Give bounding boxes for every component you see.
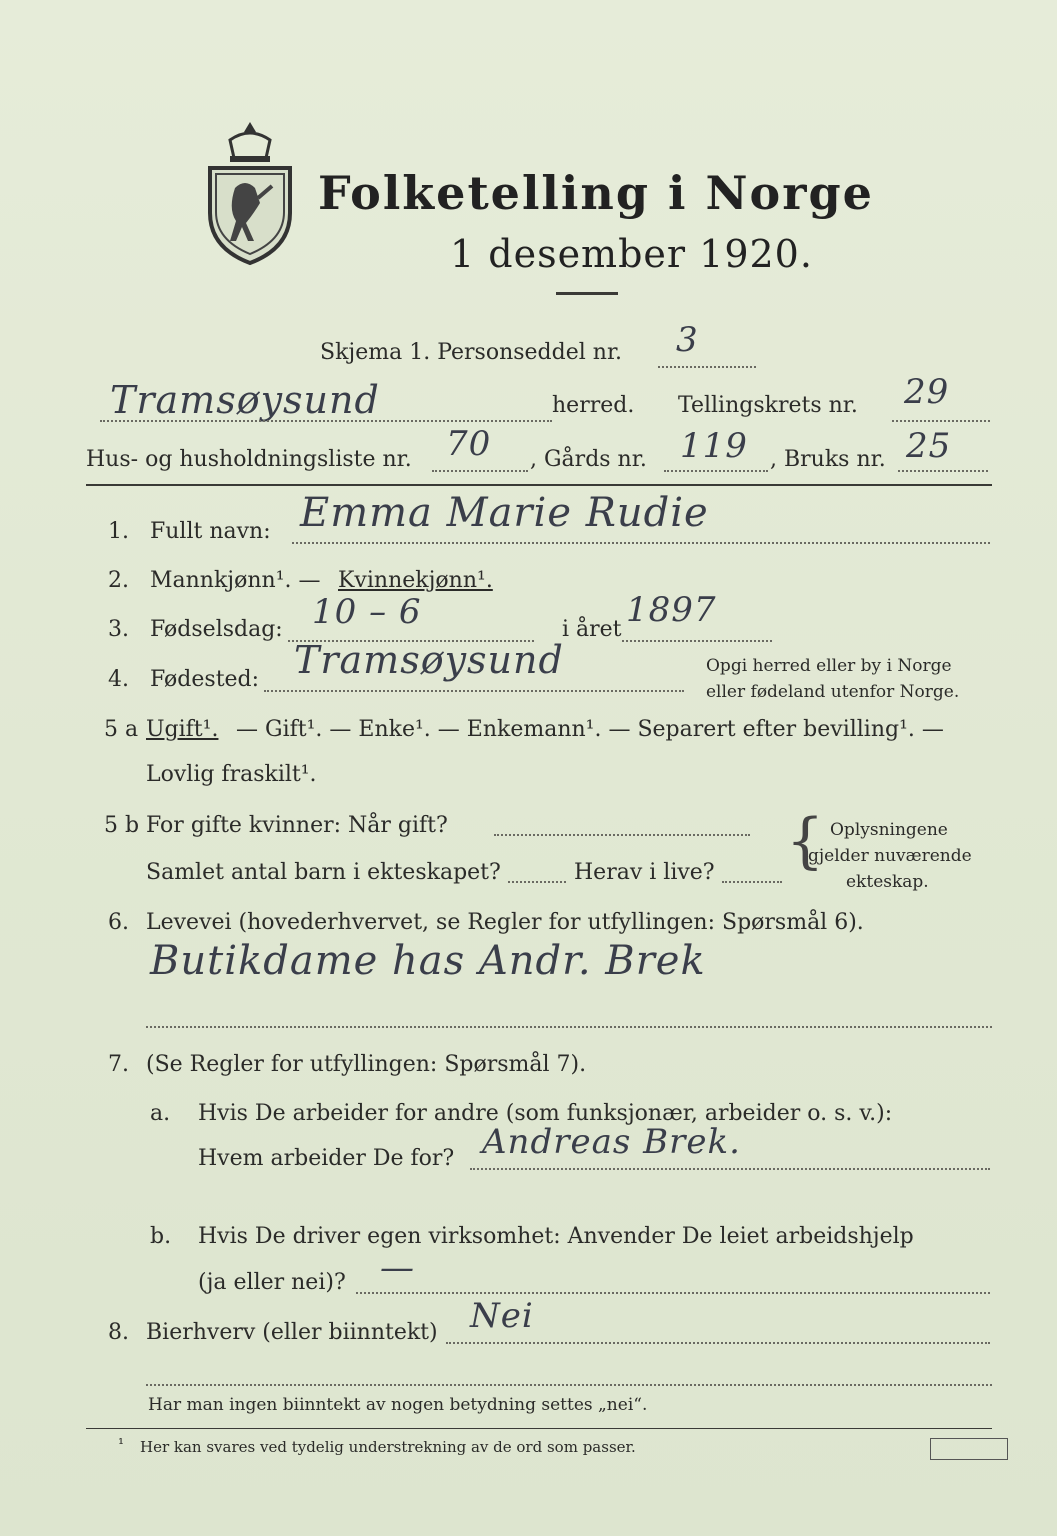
krets-number: 29 (904, 372, 950, 412)
q3-number: 3. (108, 617, 129, 642)
gards-number: 119 (680, 426, 748, 466)
bruks-number: 25 (906, 426, 952, 466)
q5b-alive: Herav i live? (574, 860, 715, 885)
herred-name: Tramsøysund (110, 378, 380, 422)
q1-dotline (292, 542, 990, 544)
form-title: Folketelling i Norge (318, 166, 874, 220)
footnote-text: Her kan svares ved tydelig understrekning av de ord som passer. (140, 1438, 636, 1456)
q7b-line1: Hvis De driver egen virksomhet: Anvender De leiet arbeidshjelp (198, 1224, 914, 1249)
q7-label: (Se Regler for utfyllingen: Spørsmål 7). (146, 1052, 587, 1077)
q4-birthplace: Tramsøysund (294, 638, 564, 682)
q5a-ugift-underlined: Ugift¹. (146, 717, 219, 742)
q2-number: 2. (108, 568, 129, 593)
q7b-answer: — (380, 1248, 415, 1288)
q7b-line2: (ja eller nei)? (198, 1270, 346, 1295)
q3-label: Fødselsdag: (150, 617, 283, 642)
q7a-line2: Hvem arbeider De for? (198, 1146, 455, 1171)
q8-label: Bierhverv (eller biinntekt) (146, 1320, 438, 1345)
header-rule (86, 484, 992, 486)
q1-full-name: Emma Marie Rudie (300, 490, 709, 536)
q5b-married-when: For gifte kvinner: Når gift? (146, 813, 448, 838)
q6-number: 6. (108, 910, 129, 935)
schema-dotline (658, 366, 756, 368)
schema-number: 3 (676, 320, 699, 360)
printer-stamp-icon (930, 1438, 1008, 1460)
q3-birthdate: 10 – 6 (312, 592, 422, 632)
herred-label: herred. (552, 393, 635, 418)
q5b-children: Samlet antal barn i ekteskapet? (146, 860, 501, 885)
q4-number: 4. (108, 667, 129, 692)
bruks-dotline (898, 470, 988, 472)
q4-dotline (264, 690, 684, 692)
norway-coat-of-arms-icon (200, 118, 300, 268)
q7a-line1: Hvis De arbeider for andre (som funksjonær, arbeider o. s. v.): (198, 1101, 893, 1126)
q7a-letter: a. (150, 1101, 171, 1126)
household-label: Hus- og husholdningsliste nr. (86, 447, 412, 472)
q4-note-line1: Opgi herred eller by i Norge (706, 656, 952, 676)
q7b-dotline (356, 1292, 990, 1294)
q3-birthyear: 1897 (626, 590, 717, 630)
household-number: 70 (446, 424, 492, 464)
q2-female-underlined: Kvinnekjønn¹. (338, 568, 493, 593)
q5b-dotline1 (494, 834, 750, 836)
gards-dotline (664, 470, 768, 472)
q7a-employer: Andreas Brek. (482, 1122, 741, 1162)
q7b-letter: b. (150, 1224, 172, 1249)
q7-number: 7. (108, 1052, 129, 1077)
q3-year-dotline (622, 640, 772, 642)
q4-note-line2: eller fødeland utenfor Norge. (706, 682, 960, 702)
schema-label: Skjema 1. Personseddel nr. (320, 340, 623, 365)
q8-extra-dotline (146, 1384, 992, 1386)
q1-number: 1. (108, 519, 129, 544)
gards-label: , Gårds nr. (530, 447, 647, 472)
q5a-line2: Lovlig fraskilt¹. (146, 762, 317, 787)
q5b-brace: { (786, 806, 825, 876)
household-dotline (432, 470, 528, 472)
q5a-options: — Gift¹. — Enke¹. — Enkemann¹. — Separert efter bevilling¹. — (236, 717, 944, 742)
form-date: 1 desember 1920. (450, 232, 813, 276)
q1-label: Fullt navn: (150, 519, 271, 544)
q6-occupation: Butikdame has Andr. Brek (150, 938, 706, 984)
bruks-label: , Bruks nr. (770, 447, 886, 472)
q5b-note2: gjelder nuværende (808, 846, 972, 866)
krets-label: Tellingskrets nr. (678, 393, 858, 418)
q6-dotline (146, 1026, 992, 1028)
q5b-note3: ekteskap. (846, 872, 929, 892)
q3-year-label: i året (562, 617, 622, 642)
q6-label: Levevei (hovederhvervet, se Regler for utfyllingen: Spørsmål 6). (146, 910, 864, 935)
q2-male: Mannkjønn¹. — (150, 568, 321, 593)
krets-dotline (892, 420, 990, 422)
q5b-number: 5 b (104, 813, 140, 838)
q5b-dotline2 (508, 881, 566, 883)
q4-label: Fødested: (150, 667, 260, 692)
herred-dotline (100, 420, 552, 422)
q8-answer: Nei (470, 1296, 534, 1336)
title-divider (556, 292, 618, 295)
q5b-dotline3 (722, 881, 782, 883)
q5a-number: 5 a (104, 717, 139, 742)
q7a-dotline (470, 1168, 990, 1170)
footer-rule (86, 1428, 992, 1429)
q8-number: 8. (108, 1320, 129, 1345)
q8-dotline (446, 1342, 990, 1344)
footer-note: Har man ingen biinntekt av nogen betydning settes „nei“. (148, 1395, 648, 1415)
q5b-note1: Oplysningene (830, 820, 948, 840)
footnote-marker: ¹ (118, 1435, 125, 1453)
